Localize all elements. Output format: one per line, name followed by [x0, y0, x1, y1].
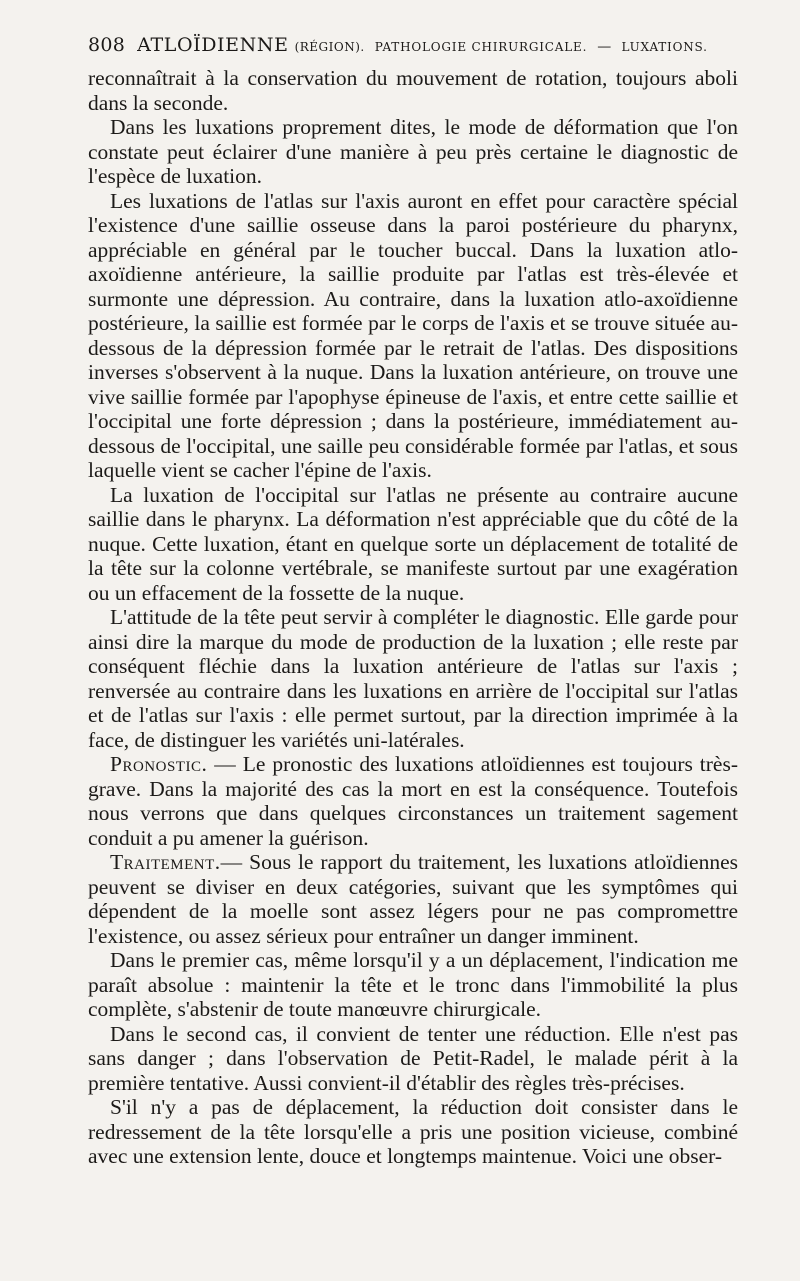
paragraph: Dans le premier cas, même lorsqu'il y a un déplacement, l'indication me paraît absolue : maintenir la tête et le tronc dans l'immobilité la plus complète, s'abstenir de toute manœuvre chirurgicale. — [88, 948, 738, 1021]
paragraph: S'il n'y a pas de déplacement, la réduction doit consister dans le redressement de la tête lorsqu'elle a pris une position vicieuse, combiné avec une extension lente, douce et longtemps maintenue. Voici une obser- — [88, 1095, 738, 1168]
paragraph: L'attitude de la tête peut servir à compléter le diagnostic. Elle garde pour ainsi dire la marque du mode de production de la luxation ; elle reste par conséquent fléchie dans la luxation antérieure de l'atlas sur l'axis ; renversée au contraire dans les luxations en arrière de l'occipital sur l'atlas et de l'atlas sur l'axis : elle permet surtout, par la direction imprimée à la face, de distinguer les variétés uni-latérales. — [88, 605, 738, 752]
header-region: (RÉGION). — [294, 40, 365, 54]
paragraph: Dans le second cas, il convient de tenter une réduction. Elle n'est pas sans danger ; dans l'observation de Petit-Radel, le malade périt à la première tentative. Aussi convient-il d'établir des règles très-précises. — [88, 1021, 738, 1095]
header-title: ATLOÏDIENNE — [137, 34, 289, 56]
section-label: Pronostic. — [110, 752, 208, 776]
paragraph-pronostic: Pronostic. — Le pronostic des luxations atloïdiennes est toujours très-grave. Dans la majorité des cas la mort en est la conséquence. Toutefois nous verrons que dans quelques circonstances un traitement sagement conduit a pu amener la guérison. — [88, 752, 738, 850]
paragraph: reconnaîtrait à la conservation du mouvement de rotation, toujours aboli dans la seconde. — [88, 66, 738, 115]
paragraph: Dans les luxations proprement dites, le mode de déformation que l'on constate peut éclairer d'une manière à peu près certaine le diagnostic de l'espèce de luxation. — [88, 115, 738, 188]
section-label: Traitement. — [110, 850, 221, 874]
paragraph: La luxation de l'occipital sur l'atlas ne présente au contraire aucune saillie dans le pharynx. La déformation n'est appréciable que du côté de la nuque. Cette luxation, étant en quelque sorte un déplacement de totalité de la tête sur la colonne vertébrale, se manifeste surtout par une exagération ou un effacement de la fossette de la nuque. — [88, 482, 738, 605]
page-number: 808 — [88, 34, 126, 56]
body-text — [88, 66, 738, 1169]
header-dash: — — [597, 39, 612, 55]
paragraph: Les luxations de l'atlas sur l'axis auront en effet pour caractère spécial l'existence d'une saillie osseuse dans la paroi postérieure du pharynx, appréciable en général par le toucher buccal. Dans la luxation atlo-axoïdienne antérieure, la saillie produite par l'atlas est très-élevée et surmonte une dépression. Au contraire, dans la luxation atlo-axoïdienne postérieure, la saillie est formée par le corps de l'axis et se trouve située au-dessous de la dépression formée par le retrait de l'atlas. Des dispositions inverses s'observent à la nuque. Dans la luxation antérieure, on trouve une vive saillie formée par l'apophyse épineuse de l'axis, et entre cette saillie et l'occipital une forte dépression ; dans la postérieure, immédiatement au-dessous de l'occipital, une saille peu considérable formée par l'atlas, et sous laquelle vient se cacher l'épine de l'axis. — [88, 188, 738, 482]
header-subject: LUXATIONS. — [621, 40, 708, 54]
header-section: PATHOLOGIE CHIRURGICALE. — [374, 40, 588, 54]
paragraph-traitement: Traitement.— Sous le rapport du traitement, les luxations atloïdiennes peuvent se diviser en deux catégories, suivant que les symptômes qui dépendent de la moelle sont assez légers pour ne pas compromettre l'existence, ou assez sérieux pour entraîner un danger imminent. — [88, 850, 738, 948]
running-header — [88, 34, 738, 66]
